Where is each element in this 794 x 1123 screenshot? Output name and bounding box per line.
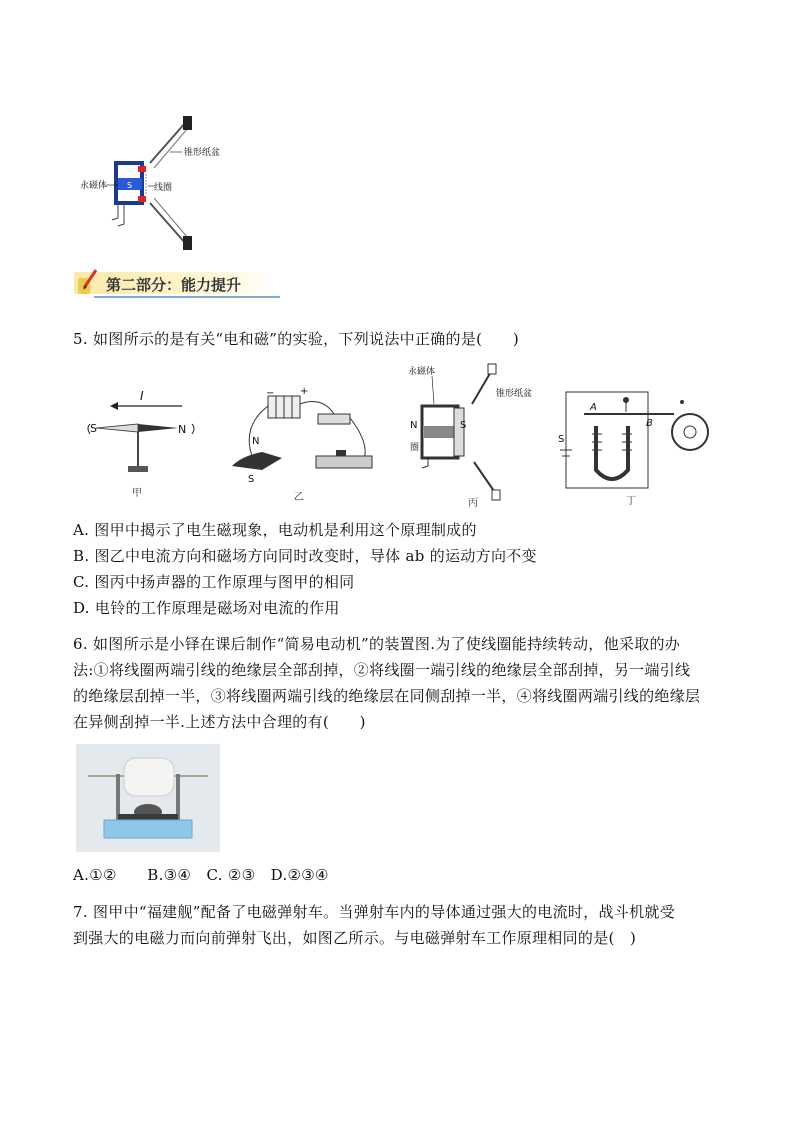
ding-a-label: A [590, 402, 597, 413]
section-banner [74, 266, 284, 302]
needle-s-label: S [90, 422, 97, 435]
magnet-s-label: S [127, 181, 133, 190]
needle-n-label: N [178, 423, 187, 436]
battery-plus: + [300, 386, 309, 397]
q7-line-2: 到强大的电磁力而向前弹射飞出，如图乙所示。与电磁弹射车工作原理相同的是( ) [73, 929, 637, 947]
q5-option-c: C. 图丙中扬声器的工作原理与图甲的相同 [73, 573, 355, 591]
q5-stem: 5. 如图所示的是有关“电和磁”的实验，下列说法中正确的是( ) [73, 330, 520, 348]
magnet-n-label: N [252, 436, 260, 447]
bing-magnet-label: 永磁体 [408, 367, 436, 377]
figure-ding [554, 384, 714, 508]
banner-underline [94, 296, 280, 298]
figure-yi [222, 386, 382, 506]
speaker-diagram [78, 108, 278, 258]
q5-option-b: B. 图乙中电流方向和磁场方向同时改变时，导体 ab 的运动方向不变 [73, 547, 537, 565]
q6-options: A.①② B.③④ C. ②③ D.②③④ [73, 866, 329, 884]
figure-bing [404, 362, 546, 510]
ding-s-label: S [558, 434, 565, 445]
bing-cone-label: 锥形纸盆 [496, 389, 533, 399]
q6-line-1: 6. 如图所示是小铎在课后制作“简易电动机”的装置图.为了使线圈能持续转动，他采取的办 [73, 635, 681, 653]
current-label: I [140, 389, 144, 403]
battery-minus: − [266, 388, 275, 399]
q6-line-2: 法:①将线圈两端引线的绝缘层全部刮掉，②将线圈一端引线的绝缘层全部刮掉，另一端引线 [73, 661, 691, 679]
figure-ding-caption: 丁 [626, 496, 636, 507]
speaker-figure [78, 108, 278, 258]
bing-coil-label: 圈 [410, 443, 420, 453]
ding-b-label: B [646, 418, 653, 429]
figure-jia [82, 384, 212, 506]
cone-label: 锥形纸盆 [184, 148, 221, 158]
q7-line-1: 7. 图甲中“福建舰”配备了电磁弹射车。当弹射车内的导体通过强大的电流时，战斗机就受 [73, 903, 676, 921]
bing-n-label: N [410, 420, 418, 431]
magnet-label: 永磁体 [80, 181, 108, 191]
figure-yi-caption: 乙 [294, 492, 304, 503]
q6-line-3: 的绝缘层刮掉一半，③将线圈两端引线的绝缘层在同侧刮掉一半，④将线圈两端引线的绝缘层 [73, 687, 701, 705]
q5-option-a: A. 图甲中揭示了电生磁现象，电动机是利用这个原理制成的 [73, 521, 477, 539]
coil-label: 线圈 [154, 183, 173, 193]
q5-option-d: D. 电铃的工作原理是磁场对电流的作用 [73, 599, 340, 617]
figure-bing-caption: 丙 [468, 498, 478, 509]
motor-photo [76, 744, 220, 852]
pencil-icon [78, 268, 100, 294]
q6-line-4: 在异侧刮掉一半.上述方法中合理的有( ) [73, 713, 366, 731]
section-title: 第二部分：能力提升 [106, 276, 242, 294]
bing-s-label: S [460, 420, 467, 431]
magnet-s-label: S [248, 474, 255, 485]
figure-jia-caption: 甲 [132, 488, 142, 499]
